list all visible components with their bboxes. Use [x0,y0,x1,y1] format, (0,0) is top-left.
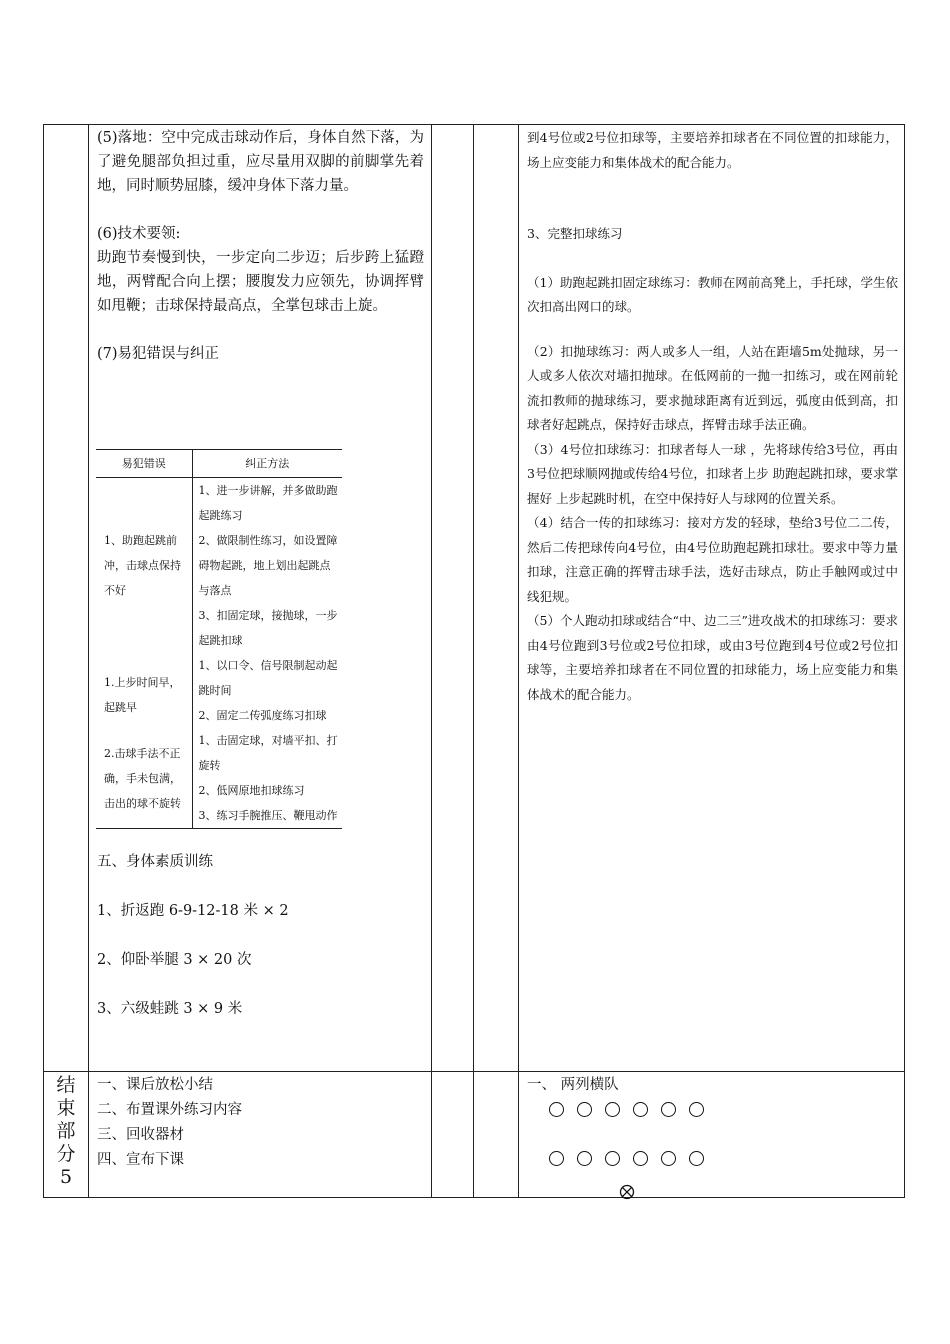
col-border-3 [431,124,432,1198]
formation-title: 一、 两列横队 [527,1077,619,1093]
fix-line: 2、固定二传弧度练习扣球 [198,709,327,722]
end-section-label [44,1074,88,1189]
student-marker-icon [661,1151,676,1166]
student-marker-icon [577,1151,592,1166]
table-row [96,653,342,728]
student-marker-icon [605,1151,620,1166]
fitness-title: 五、身体素质训练 [97,854,213,870]
practice-item: （5）个人跑动扣球或结合“中、边二三”进攻战术的扣球练习：要求由4号位跑到3号位或2号位扣球，或由3号位跑到4号位或2号位扣球等，主要培养扣球者在不同位置的扣球能力，场上应变能力和集体战术的配合能力。 [527,613,898,702]
student-marker-icon [577,1102,592,1117]
student-marker-icon [689,1151,704,1166]
list-item: 二、布置课外练习内容 [97,1102,242,1118]
col-border-6 [904,124,905,1198]
end-items-list [97,1073,242,1173]
col-border-1 [43,124,44,1198]
teacher-marker-icon [619,1184,635,1200]
error-header: 易犯错误 [96,450,192,478]
fix-cell [192,478,342,654]
student-row-2 [549,1151,717,1166]
practice-item: （3）4号位扣球练习：扣球者每人一球 ，先将球传给3号位，再由3号位把球顺网抛或传给4号位，扣球者上步 助跑起跳扣球，要求掌握好 上步起跳时机，在空中保持好人与球网的位置关系。 [527,441,898,506]
student-row-1 [549,1102,717,1117]
fix-line: 2、做限制性练习，如设置障碍物起跳，地上划出起跳点与落点 [198,534,338,597]
col-border-4 [473,124,474,1198]
fix-cell [192,653,342,728]
label-char: 结 [56,1074,76,1096]
practice-item: （2）扣抛球练习：两人或多人一组，人站在距墙5m处抛球，另一人或多人依次对墙扣抛球。在低网前的一抛一扣练习，或在网前轮流扣教师的抛球练习，要求抛球距离有近到远，弧度由低到高，扣球者好起跳点，保持好击球点，挥臂击球手法正确。 [527,343,898,432]
label-char: 分 [56,1143,76,1165]
continued-text: 到4号位或2号位扣球等，主要培养扣球者在不同位置的扣球能力，场上应变能力和集体战术的配合能力。 [527,130,898,170]
right-content [527,126,898,707]
error-correction-table [96,449,342,829]
student-marker-icon [689,1102,704,1117]
left-content [97,126,424,366]
student-marker-icon [661,1102,676,1117]
student-marker-icon [549,1151,564,1166]
fitness-item: 1、折返跑 6-9-12-18 米 × 2 [97,903,289,919]
error-title: (7)易犯错误与纠正 [97,346,220,362]
list-item: 一、课后放松小结 [97,1077,213,1093]
label-char: 部 [56,1120,76,1142]
table-top-border [43,124,905,125]
list-item: 四、宣布下课 [97,1152,184,1168]
col-border-5 [518,124,519,1198]
label-char: 束 [56,1097,76,1119]
practice-item: （1）助跑起跳扣固定球练习：教师在网前高凳上，手托球，学生依次扣高出网口的球。 [527,274,898,314]
fix-line: 3、练习手腕推压、鞭甩动作 [198,809,338,822]
fitness-item: 3、六级蛙跳 3 × 9 米 [97,1001,243,1017]
list-item: 三、回收器材 [97,1127,184,1143]
fix-header: 纠正方法 [192,450,342,478]
landing-paragraph: (5)落地：空中完成击球动作后，身体自然下落，为了避免腿部负担过重，应尽量用双脚的前脚掌先着地，同时顺势屈膝，缓冲身体下落力量。 [97,130,424,194]
fix-line: 3、扣固定球，接抛球，一步起跳扣球 [198,609,338,647]
fix-line: 1、击固定球，对墙平扣、打旋转 [198,734,338,772]
error-cell: 1.上步时间早，起跳早 [104,675,181,714]
table-row [96,728,342,829]
label-char: 5 [59,1166,73,1188]
fitness-section [97,850,424,1022]
fix-line: 1、进一步讲解，并多做助跑起跳练习 [198,484,338,522]
student-marker-icon [633,1102,648,1117]
table-bottom-border [43,1197,905,1198]
fitness-item: 2、仰卧举腿 3 × 20 次 [97,952,252,968]
end-section-top-border [43,1071,905,1072]
error-cell: 1、助跑起跳前冲，击球点保持不好 [104,534,181,597]
tech-body: 助跑节奏慢到快，一步定向二步迈；后步跨上猛蹬地，两臂配合向上摆；腰腹发力应领先，协调挥臂如甩鞭；击球保持最高点，全掌包球击上旋。 [97,250,424,314]
practice-item: （4）结合一传的扣球练习：接对方发的轻球，垫给3号位二二传，然后二传把球传向4号位，由4号位助跑起跳扣球壮。要求中等力量扣球，注意正确的挥臂击球手法，选好击球点，防止手触网或过中线犯规。 [527,515,898,604]
fix-line: 1、以口令、信号限制起动起跳时间 [198,659,338,697]
table-row [96,478,342,654]
error-cell: 2.击球手法不正确，手未包满，击出的球不旋转 [96,728,192,829]
fix-line: 2、低网原地扣球练习 [198,784,305,797]
student-marker-icon [605,1102,620,1117]
student-marker-icon [549,1102,564,1117]
tech-title: (6)技术要领: [97,226,181,242]
section-title: 3、完整扣球练习 [527,226,623,241]
student-marker-icon [633,1151,648,1166]
col-border-2 [88,124,89,1198]
fix-cell [192,728,342,829]
